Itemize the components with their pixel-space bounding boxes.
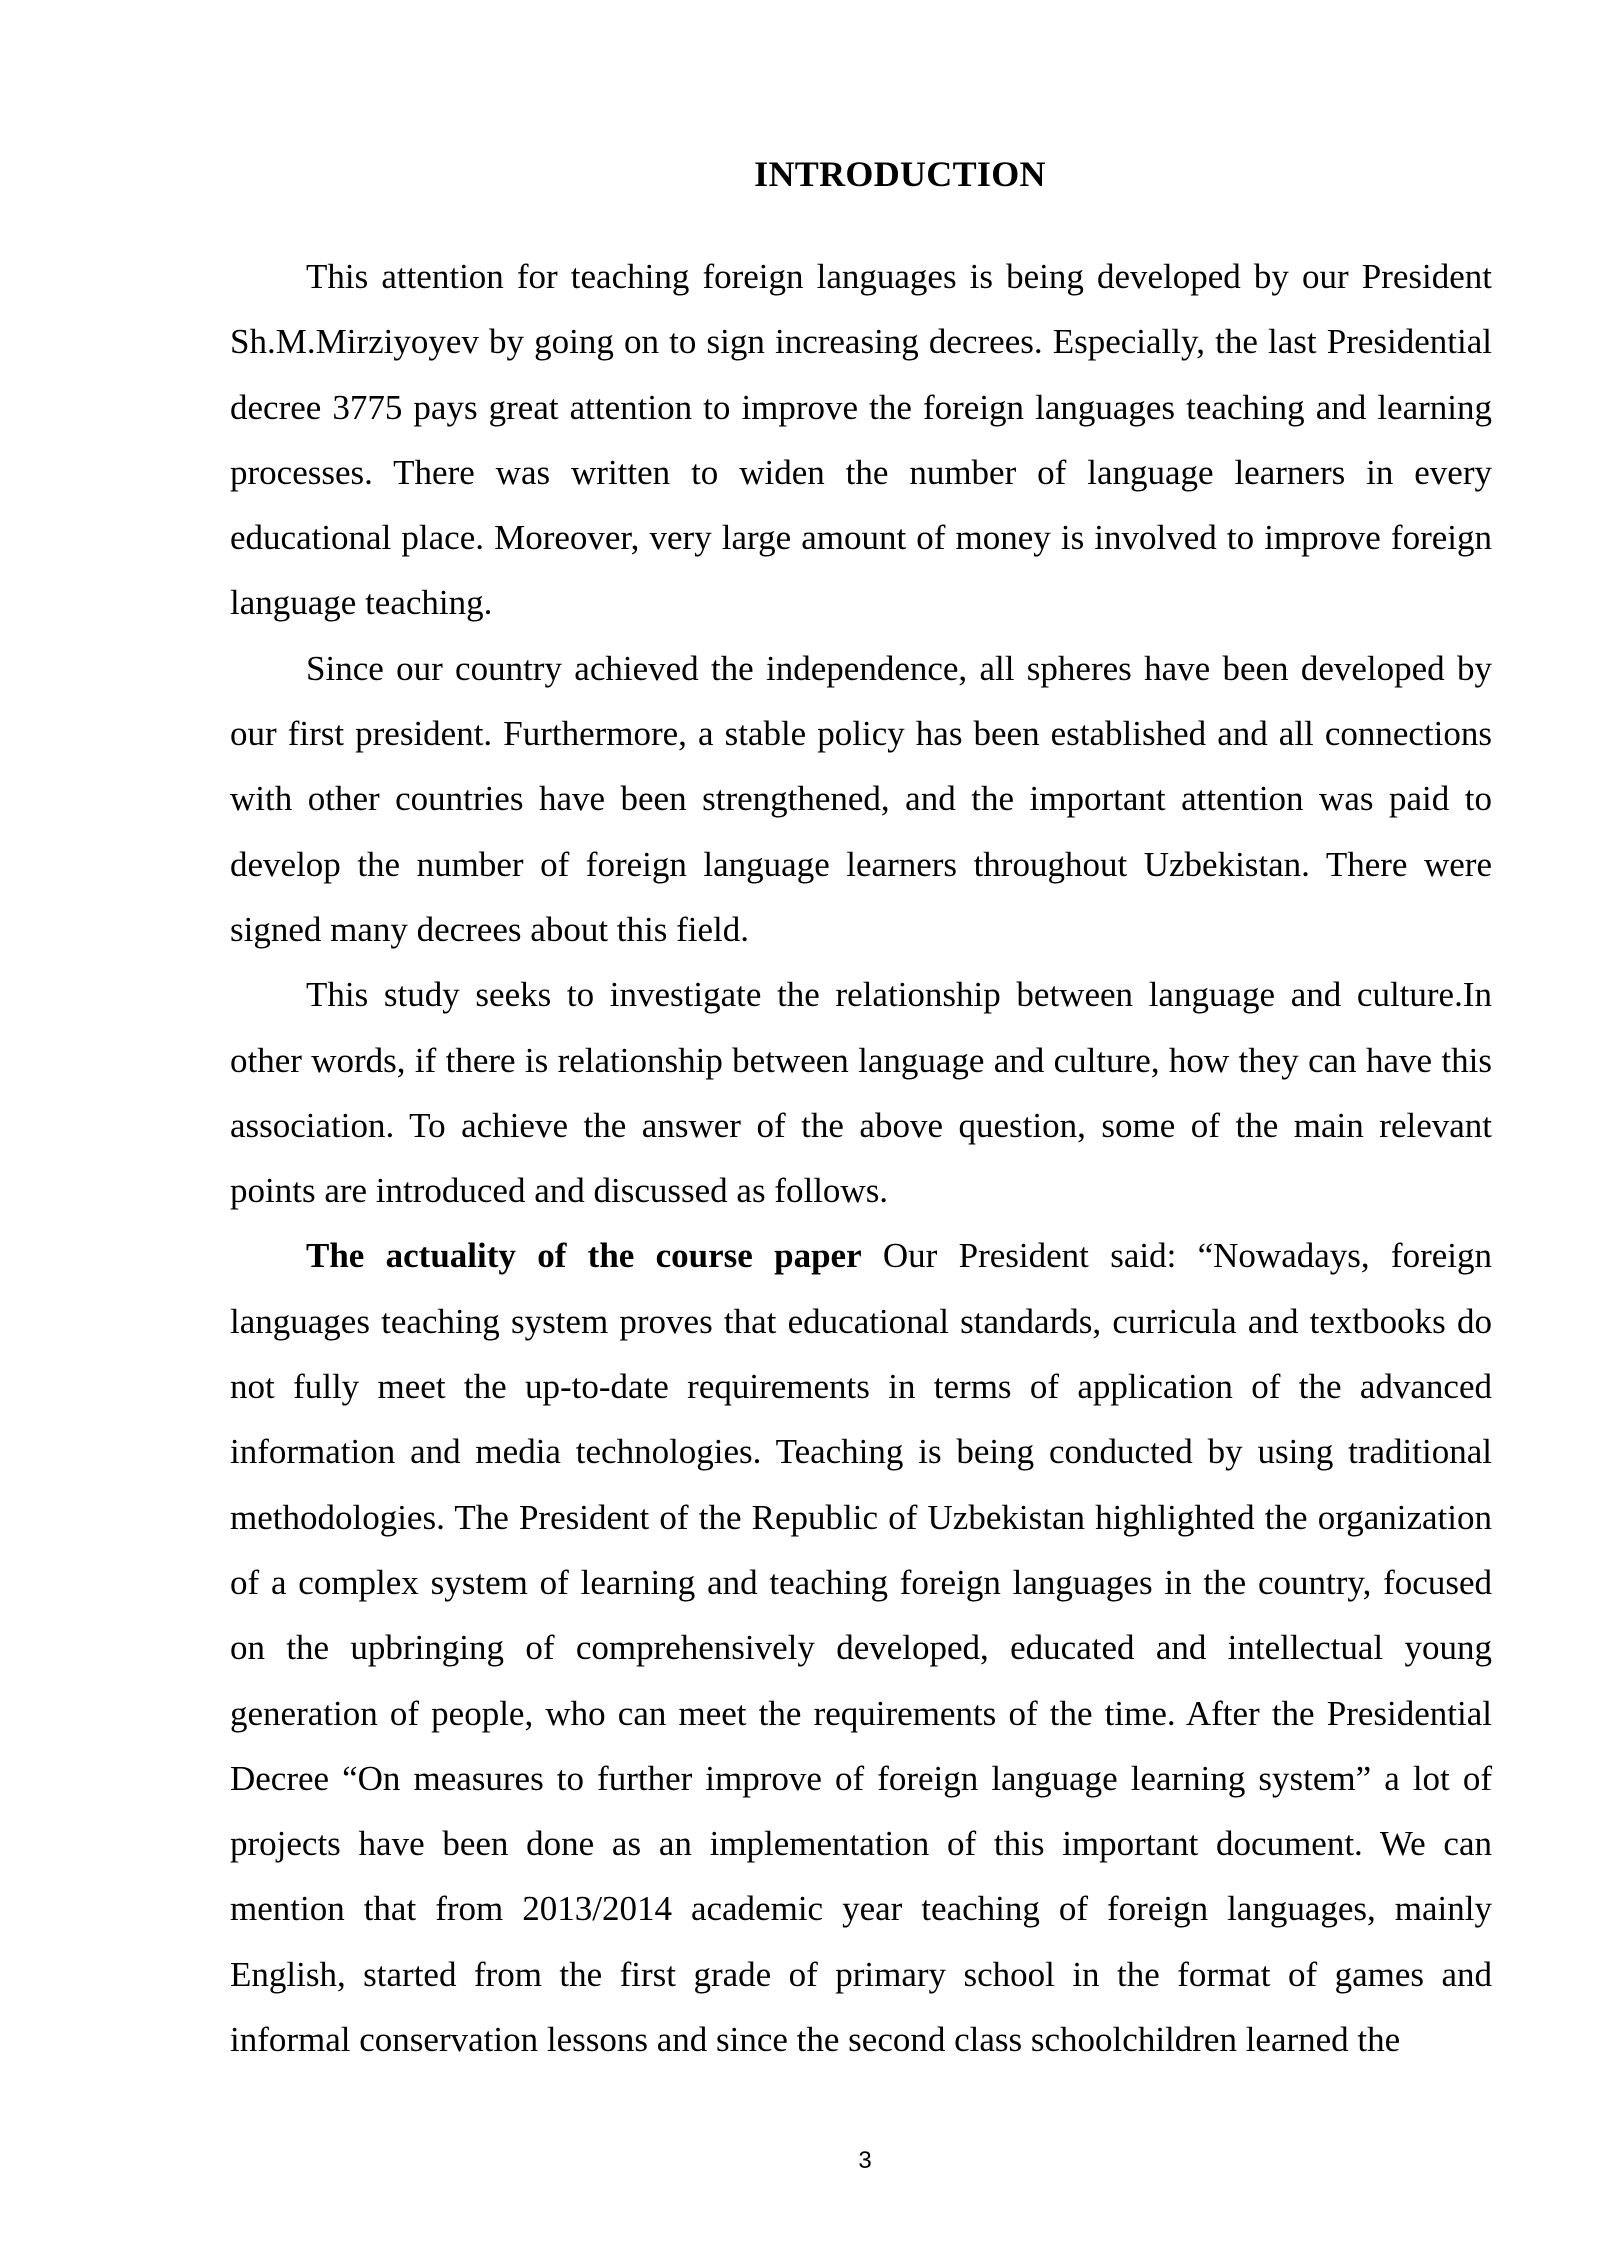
body-text [230, 244, 1492, 2072]
paragraph-2-text: Since our country achieved the independence, all spheres have been developed by our first president. Furthermore, a stable policy has been established and all connections with other countries have been strengthened, and the important attention was paid to develop the number of foreign language learners throughout Uzbekistan. There were signed many decrees about this field. [230, 648, 1492, 949]
page-number: 3 [858, 2147, 872, 2174]
paragraph-3 [230, 962, 1492, 1223]
paragraph-3-text: This study seeks to investigate the relationship between language and culture.In other words, if there is relationship between language and culture, how they can have this association. To achieve the answer of the above question, some of the main relevant points are introduced and discussed as follows. [230, 975, 1492, 1211]
page-title: INTRODUCTION [754, 154, 1046, 194]
paragraph-2 [230, 636, 1492, 962]
paragraph-4 [230, 1223, 1492, 2072]
paragraph-4-lead: The actuality of the course paper [306, 1236, 862, 1276]
paragraph-1-text: This attention for teaching foreign languages is being developed by our President Sh.M.Mirziyoyev by going on to sign increasing decrees. Especially, the last Presidential decree 3775 pays great attention to improve the foreign languages teaching and learning processes. There was written to widen the number of language learners in every educational place. Moreover, very large amount of money is involved to improve foreign language teaching. [230, 257, 1492, 623]
paragraph-1 [230, 244, 1492, 636]
paragraph-4-text: Our President said: “Nowadays, foreign languages teaching system proves that educational standards, curricula and textbooks do not fully meet the up-to-date requirements in terms of application of the advanced information and media technologies. Teaching is being conducted by using traditional methodologies. The President of the Republic of Uzbekistan highlighted the organization of a complex system of learning and teaching foreign languages in the country, focused on the upbringing of comprehensively developed, educated and intellectual young generation of people, who can meet the requirements of the time. After the Presidential Decree “On measures to further improve of foreign language learning system” a lot of projects have been done as an implementation of this important document. We can mention that from 2013/2014 academic year teaching of foreign languages, mainly English, started from the first grade of primary school in the format of games and informal conservation lessons and since the second class schoolchildren learned the [230, 1236, 1492, 2060]
